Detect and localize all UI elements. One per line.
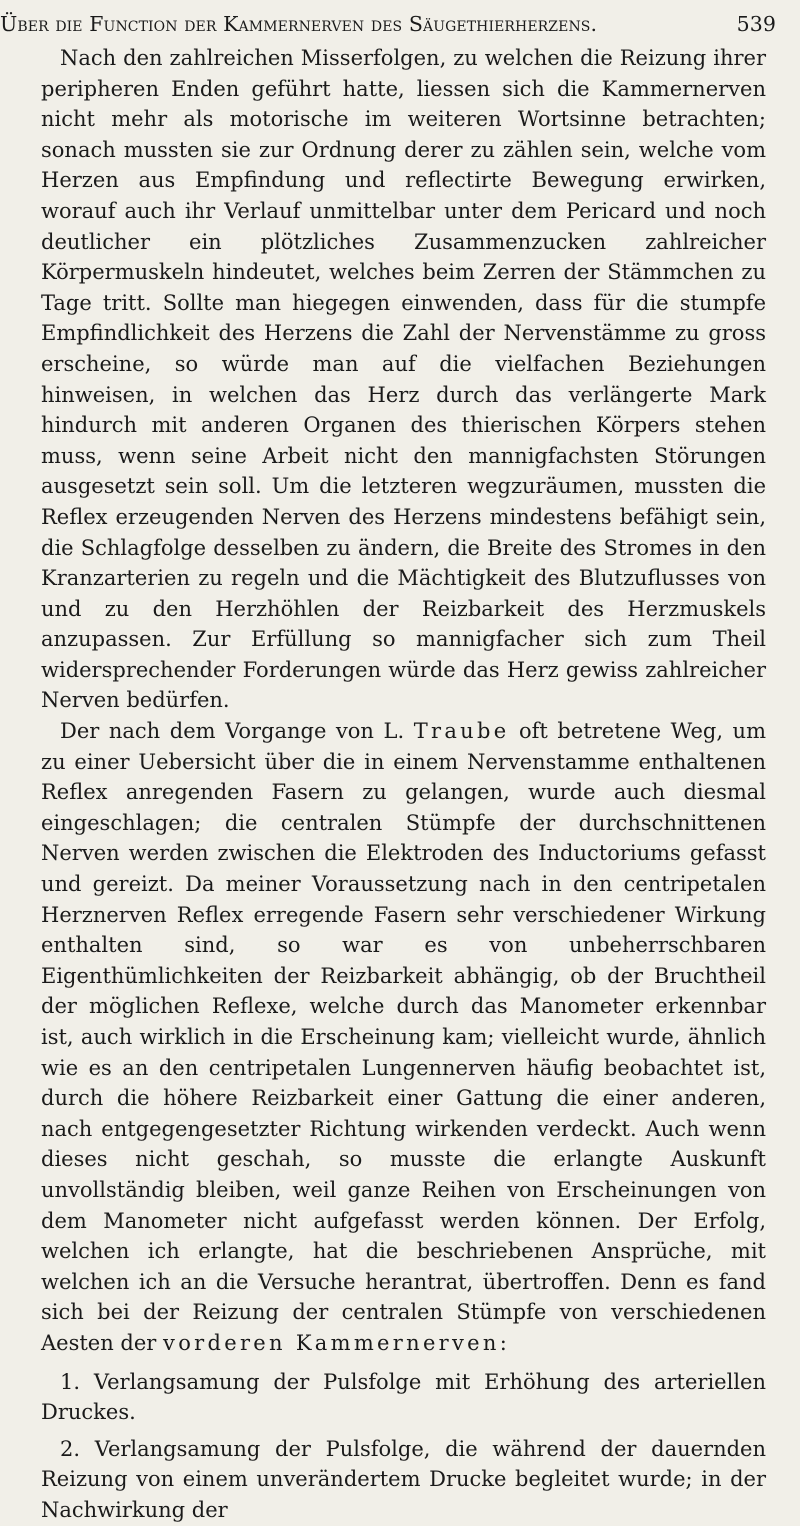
body-text	[41, 43, 766, 1526]
paragraph	[41, 716, 766, 1358]
page-number: 539	[736, 12, 776, 36]
list-item: 1. Verlangsamung der Pulsfolge mit Erhöhung des arteriellen Druckes.	[41, 1369, 766, 1425]
paragraph-text: Der nach dem Vorgange von L.	[60, 719, 414, 744]
paragraph-text: :	[499, 1330, 507, 1355]
author-name: Traube	[413, 719, 510, 744]
running-title: Über die Function der Kammernerven des Säugethierherzens.	[0, 12, 598, 36]
emphasized-term: vorderen Kammernerven	[163, 1330, 500, 1355]
paragraph: Nach den zahlreichen Misserfolgen, zu welchen die Reizung ihrer peripheren Enden geführt hatte, liessen sich die Kammernerven nicht mehr als motorische im weiteren Wortsinne betrachten; sonach mussten sie zur Ordnung derer zu zählen sein, welche vom Herzen aus Empfindung und reflectirte Bewegung erwirken, worauf auch ihr Verlauf unmittelbar unter dem Pericard und noch deutlicher ein plötzliches Zusammenzucken zahlreicher Körpermuskeln hindeutet, welches beim Zerren der Stämmchen zu Tage tritt. Sollte man hiegegen einwenden, dass für die stumpfe Empfindlichkeit des Herzens die Zahl der Nervenstämme zu gross erscheine, so würde man auf die vielfachen Beziehungen hinweisen, in welchen das Herz durch das verlängerte Mark hindurch mit anderen Organen des thierischen Körpers stehen muss, wenn seine Arbeit nicht den mannigfachsten Störungen ausgesetzt sein soll. Um die letzteren wegzuräumen, mussten die Reflex erzeugenden Nerven des Herzens mindestens befähigt sein, die Schlagfolge desselben zu ändern, die Breite des Stromes in den Kranzarterien zu regeln und die Mächtigkeit des Blutzuflusses von und zu den Herzhöhlen der Reizbarkeit des Herzmuskels anzupassen. Zur Erfüllung so mannigfacher sich zum Theil widersprechender Forderungen würde das Herz gewiss zahlreicher Nerven bedürfen.	[41, 46, 766, 713]
running-header	[0, 8, 776, 41]
list-item: 2. Verlangsamung der Pulsfolge, die während der dauernden Reizung von einem unverändertem Drucke begleitet wurde; in der Nachwirkung der	[41, 1436, 766, 1522]
paragraph-text: oft betretene Weg, um zu einer Uebersicht über die in einem Nervenstamme enthaltenen Reflex anregenden Fasern zu gelangen, wurde auch diesmal eingeschlagen; die centralen Stümpfe der durchschnittenen Nerven werden zwischen die Elektroden des Inductoriums gefasst und gereizt. Da meiner Voraussetzung nach in den centripetalen Herznerven Reflex erregende Fasern sehr verschiedener Wirkung enthalten sind, so war es von unbeherrschbaren Eigenthümlichkeiten der Reizbarkeit abhängig, ob der Bruchtheil der möglichen Reflexe, welche durch das Manometer erkennbar ist, auch wirklich in die Erscheinung kam; vielleicht wurde, ähnlich wie es an den centripetalen Lungennerven häufig beobachtet ist, durch die höhere Reizbarkeit einer Gattung die einer anderen, nach entgegengesetzter Richtung wirkenden verdeckt. Auch wenn dieses nicht geschah, so musste die erlangte Auskunft unvollständig bleiben, weil ganze Reihen von Erscheinungen von dem Manometer nicht aufgefasst werden können. Der Erfolg, welchen ich erlangte, hat die beschriebenen Ansprüche, mit welchen ich an die Versuche herantrat, übertroffen. Denn es fand sich bei der Reizung der centralen Stümpfe von verschiedenen Aesten der	[41, 719, 766, 1355]
